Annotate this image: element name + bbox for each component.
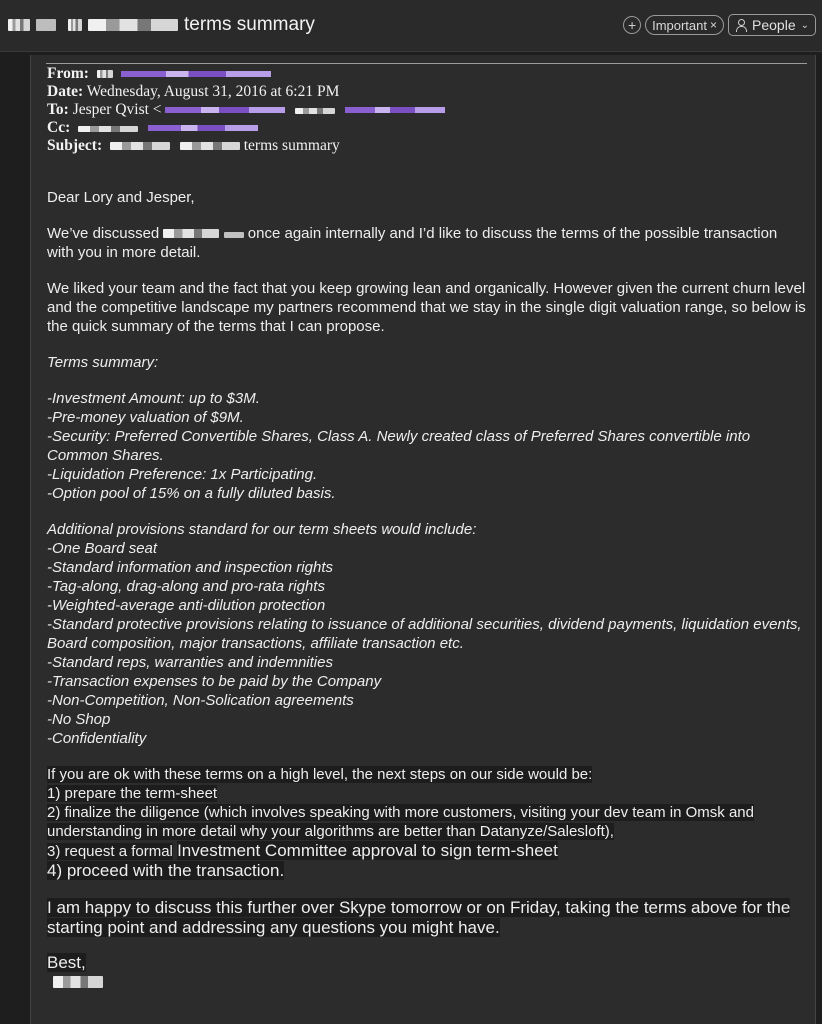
closing-paragraph xyxy=(47,898,807,938)
provision-item: -No Shop xyxy=(47,711,111,728)
message-body xyxy=(30,55,816,1024)
redacted-to-3 xyxy=(345,107,445,113)
redacted-to-2 xyxy=(295,108,335,114)
greeting: Dear Lory and Jesper, xyxy=(47,189,195,206)
person-icon xyxy=(735,19,747,32)
terms-list xyxy=(47,389,807,503)
window-subject xyxy=(8,14,315,36)
from-label: From: xyxy=(47,65,89,82)
redacted-subject-2 xyxy=(36,19,56,31)
provision-item: -Standard protective provisions relating to issuance of additional securities, dividend payments, liquidation events, Board composition, major transactions, affiliate transaction etc. xyxy=(47,616,802,652)
to-row xyxy=(47,101,445,119)
tag-label: Important xyxy=(652,17,707,33)
provision-item: -Weighted-average anti-dilution protection xyxy=(47,597,326,614)
subject-value: terms summary xyxy=(243,137,340,154)
email-body xyxy=(47,188,807,1010)
redacted-company-2 xyxy=(224,232,244,238)
forwarded-header xyxy=(47,65,445,155)
redacted-signature xyxy=(53,976,103,988)
redacted-subject-name xyxy=(110,142,170,150)
subject-label: Subject: xyxy=(47,137,103,154)
step-4: 4) proceed with the transaction. xyxy=(47,861,285,880)
signoff-block xyxy=(47,953,807,993)
quote-divider xyxy=(46,63,807,64)
to-value: Jesper Qvist < xyxy=(72,101,162,118)
cc-row xyxy=(47,119,445,137)
step-2: 2) finalize the diligence (which involves speaking with more customers, visiting your dev team in Omsk and understanding in more detail why your algorithms are better than Datanyze/Salesloft), xyxy=(47,804,754,840)
cc-label: Cc: xyxy=(47,119,71,136)
provision-item: -Standard reps, warranties and indemnities xyxy=(47,654,333,671)
provision-item: -Transaction expenses to be paid by the Company xyxy=(47,673,382,690)
step-3-b: Investment Committee approval to sign term-sheet xyxy=(177,841,558,860)
window-subject-text: terms summary xyxy=(184,14,315,35)
paragraph-discussed-b: once again internally and I’d like to discuss the terms of the possible transaction with you in more detail. xyxy=(47,225,778,261)
redacted-to-email xyxy=(165,107,285,113)
from-row xyxy=(47,65,445,83)
steps-intro: If you are ok with these terms on a high level, the next steps on our side would be: xyxy=(47,766,593,783)
provisions-heading: Additional provisions standard for our term sheets would include: xyxy=(47,521,477,538)
provisions-list xyxy=(47,520,807,748)
paragraph-discussed-a: We’ve discussed xyxy=(47,225,160,242)
provision-item: -Confidentiality xyxy=(47,730,147,747)
people-button[interactable] xyxy=(728,14,816,36)
plus-icon: + xyxy=(627,17,637,33)
add-tag-button[interactable] xyxy=(623,16,641,34)
term-item: -Liquidation Preference: 1x Participating. xyxy=(47,466,318,483)
term-item: -Pre-money valuation of $9M. xyxy=(47,409,244,426)
next-steps xyxy=(47,765,807,881)
provision-item: -Non-Competition, Non-Solication agreements xyxy=(47,692,354,709)
redacted-subject-1 xyxy=(8,19,30,31)
remove-tag-icon[interactable]: × xyxy=(710,18,718,32)
redacted-cc-1 xyxy=(78,126,138,132)
step-3-a: 3) request a formal xyxy=(47,843,173,860)
date-row xyxy=(47,83,445,101)
terms-heading: Terms summary: xyxy=(47,354,159,371)
step-1: 1) prepare the term-sheet xyxy=(47,785,218,802)
paragraph-discussed xyxy=(47,224,807,262)
toolbar-actions xyxy=(623,14,816,36)
chevron-down-icon: ⌄ xyxy=(800,19,809,31)
closing-paragraph-text: I am happy to discuss this further over Skype tomorrow or on Friday, taking the terms above for the starting point and addressing any questions you might have. xyxy=(47,898,791,937)
provision-item: -Standard information and inspection rights xyxy=(47,559,333,576)
provision-item: -Tag-along, drag-along and pro-rata rights xyxy=(47,578,325,595)
people-label: People xyxy=(752,17,796,33)
term-item: -Option pool of 15% on a fully diluted basis. xyxy=(47,485,336,502)
redacted-subject-4 xyxy=(88,19,178,31)
message-toolbar xyxy=(0,0,822,52)
provision-item: -One Board seat xyxy=(47,540,158,557)
redacted-company xyxy=(163,229,219,238)
redacted-subject-name-2 xyxy=(180,142,240,150)
date-label: Date: xyxy=(47,83,84,100)
term-item: -Investment Amount: up to $3M. xyxy=(47,390,260,407)
subject-row xyxy=(47,137,445,155)
to-label: To: xyxy=(47,101,69,118)
redacted-from-name xyxy=(97,70,113,78)
term-item: -Security: Preferred Convertible Shares, Class A. Newly created class of Preferred Shares convertible into Common Shares. xyxy=(47,428,751,464)
paragraph-liked: We liked your team and the fact that you keep growing lean and organically. However given the current churn level and the competitive landscape my partners recommend that we stay in the single digit valuation range, so below is the quick summary of the terms that I can propose. xyxy=(47,280,806,335)
redacted-subject-3 xyxy=(68,19,82,31)
redacted-cc-2 xyxy=(148,125,258,131)
signoff: Best, xyxy=(47,953,86,972)
important-tag[interactable] xyxy=(645,15,724,35)
date-value: Wednesday, August 31, 2016 at 6:21 PM xyxy=(86,83,340,100)
redacted-from-email xyxy=(121,71,271,77)
